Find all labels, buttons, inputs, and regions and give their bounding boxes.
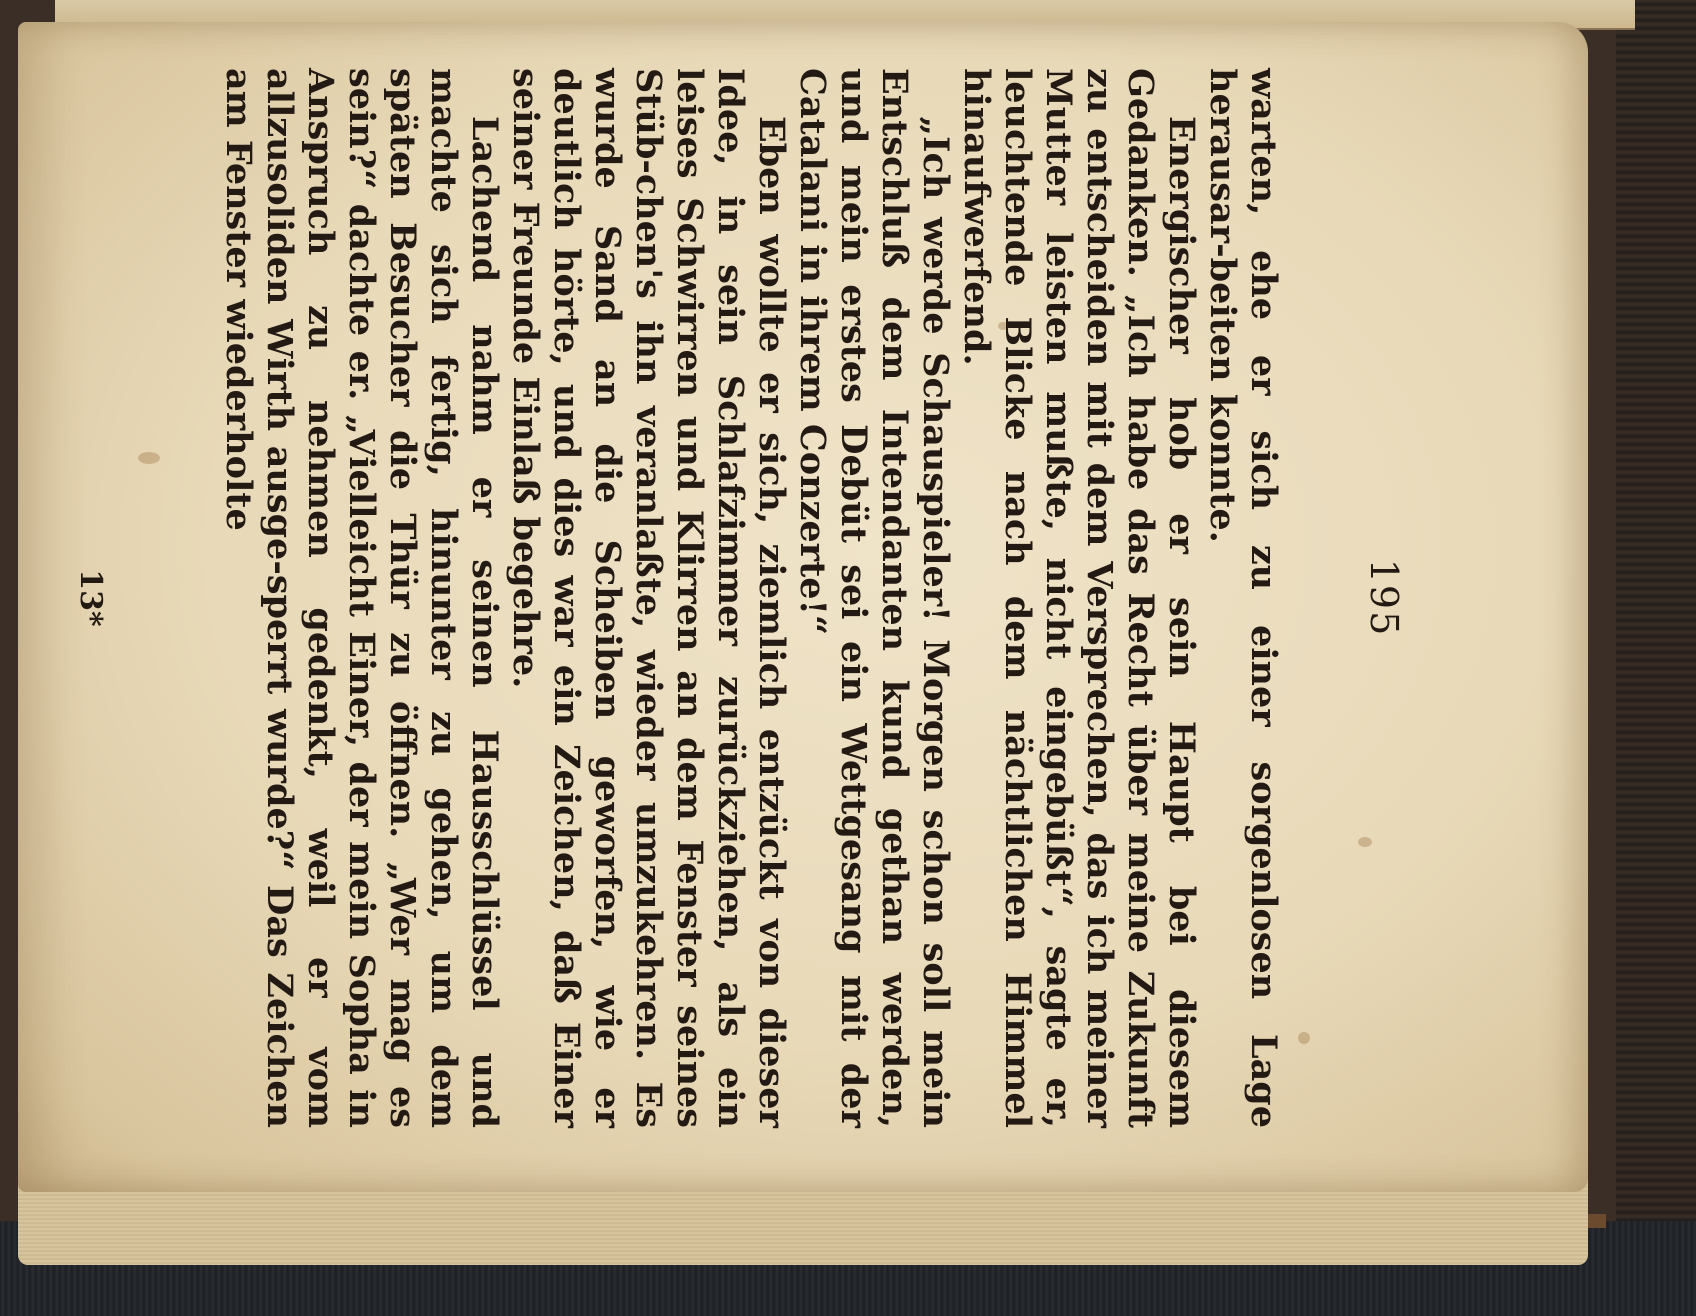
page-number: 195	[1362, 558, 1406, 638]
book-spine-binding	[1616, 0, 1696, 1316]
page-text-block	[73, 68, 1422, 1128]
paragraph: Energischer hob er sein Haupt bei diesem Gedanken. „Ich habe das Recht über meine Zukunft zu entscheiden mit dem Versprechen, das ich meiner Mutter leisten mußte, nicht eingebüßt“, sagte er, leuchtende Blicke nach dem nächtlichen Himmel hinaufwerfend.	[956, 68, 1202, 1128]
paragraph: „Ich werde Schauspieler! Morgen schon soll mein Entschluß dem Intendanten kund gethan werden, und mein erstes Debüt sei ein Wettgesang mit der Catalani in ihrem Conzerte!“	[792, 68, 956, 1128]
paragraph: Lachend nahm er seinen Hausschlüssel und machte sich fertig, hinunter zu gehen, um dem späten Besucher die Thür zu öffnen. „Wer mag es sein?“ dachte er. „Vielleicht Einer, der mein Sopha in Anspruch zu nehmen gedenkt, weil er vom allzusoliden Wirth ausge-sperrt wurde?“ Das Zeichen am Fenster wiederholte	[218, 68, 505, 1128]
body-text	[218, 68, 1284, 1128]
printer-signature-mark: 13*	[73, 569, 108, 627]
paragraph: warten, ehe er sich zu einer sorgenlosen Lage herausar-beiten konnte.	[1202, 68, 1284, 1128]
paragraph: Eben wollte er sich, ziemlich entzückt von dieser Idee, in sein Schlafzimmer zurückziehen, als ein leises Schwirren und Klirren an dem Fenster seines Stüb-chen's ihn veranlaßte, wieder umzukehren. Es wurde Sand an die Scheiben geworfen, wie er deutlich hörte, und dies war ein Zeichen, daß Einer seiner Freunde Einlaß begehre.	[505, 68, 792, 1128]
